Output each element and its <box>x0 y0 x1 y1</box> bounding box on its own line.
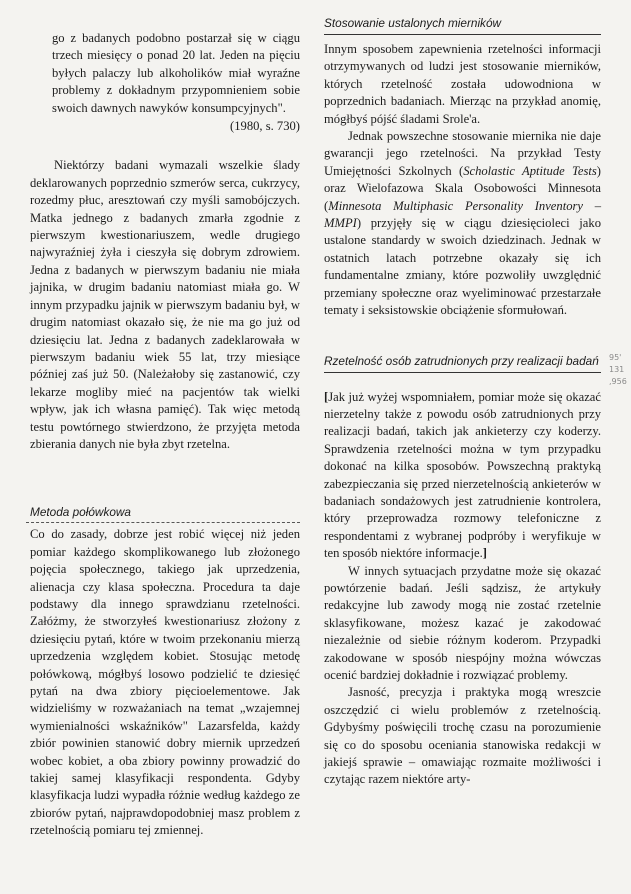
block-quote <box>30 30 300 135</box>
paragraph-interviewers <box>324 389 601 563</box>
standard-tests-text-3: ) przyjęły się w ciągu dziesięcioleci jako ustalone standardy w swoich dziedzinach. Jednak w ostatnich latach potrzebne okazały się ich fundamentalne zmiany, które pozwoliły uwzględnić przemiany społeczne oraz wyeliminować przestarzałe tematy i seksistowskie obciążenie sformułowań. <box>324 216 601 318</box>
bracket-close-mark: ] <box>482 546 487 561</box>
section-heading-established-measures: Stosowanie ustalonych mierników <box>324 16 601 35</box>
paragraph-repeated-test: Niektórzy badani wymazali wszelkie ślady deklarowanych poprzednio szmerów serca, cukrzycy, rozedmy płuc, aresztowań czy myśli samobójczych. Matka jednego z badanych zmarła zgodnie z pierwszym kwestionariuszem, wedle drugiego najwyraźniej żyła i cieszyła się dobrym zdrowiem. Jedna z badanych w pierwszym badaniu nie miała jajnika, w drugim badaniu natomiast miała go. W innym przypadku jajnik w pierwszym badaniu był, w drugim natomiast okazało się, że nie ma go już od dziesięciu lat. Jedna z badanych zadeklarowała w pierwszym badaniu wiek 55 lat, trzy miesiące później zaś już 50. (Należałoby się zastanowić, czy lekarze mogliby mieć na pacjentów tak wielki wpływ, jak ich własna pamięć). Tak więc metodą testu powtórnego stwierdzono, że przyjęta metoda zbierania danych nie była zbyt rzetelna. <box>30 158 300 451</box>
left-column <box>30 0 300 840</box>
section-heading-research-workers: Rzetelność osób zatrudnionych przy realizacji badań <box>324 354 601 373</box>
paragraph-replication: W innych sytuacjach przydatne może się okazać powtórzenie badań. Jeśli sądzisz, że artykuły redakcyjne lub zawody mogą nie zostać rzetelnie sklasyfikowane, możesz kazać je zakodować niezależnie od siebie różnym koderom. Przypadki zakodowane w sposób niespójny można wówczas ocenić bardziej dokładnie i rozwiązać problemy. <box>324 563 601 682</box>
paragraph-clarity: Jasność, precyzja i praktyka mogą wreszcie oszczędzić ci wielu problemów z rzetelnością. Gdybyśmy poświęcili trochę czasu na porozumienie się co do sposobu oceniania stanowiska redakcji w jakiejś sprawie – omawiając rozmaite możliwości i czytając razem niektóre arty- <box>324 685 601 787</box>
sat-title: Scholastic Aptitude Tests <box>463 163 597 178</box>
standard-tests-text-2: ) oraz Wielofazowa Skala Osobowości Minnesota ( <box>324 163 601 213</box>
right-column <box>324 0 601 789</box>
paragraph-established-measures: Innym sposobem zapewnienia rzetelności informacji otrzymywanych od ludzi jest stosowanie mierników, których rzetelność została udowodniona w poprzednich badaniach. Mierząc na przykład anomię, mógłbyś pójść śladami Srole'a. <box>324 42 601 126</box>
margin-mark: 95' <box>609 353 622 362</box>
margin-marks <box>609 352 627 388</box>
paragraph-split-half-part-2: Stosując metodę połówkową, mógłbyś losowo podzielić te dziesięć pytań na dwa zbiory pięcioelementowe. Jak widzieliśmy w rozważaniach na temat „wzajemnej wymienialności wskaźników" Lazarsfelda, każdy zbiór powinien stanowić dobry miernik uprzedzeń wobec kobiet, a oba zbiory powinny prowadzić do takiej samej klasyfikacji respondenta. Gdyby klasyfikacja ludzi wypadła różnie według każdego ze zbiorów pytań, najprawdopodobniej masz problem z rzetelnością pomiaru tej zmiennej. <box>30 649 300 838</box>
quote-citation: (1980, s. 730) <box>230 119 300 134</box>
quote-text: go z badanych podobno postarzał się w ciągu trzech miesięcy o ponad 20 lat. Jeden na pięciu byłych palaczy lub alkoholików miał wyraźne problemy z dokładnym przypomnieniem sobie swoich dawnych nawyków konsumpcyjnych". <box>52 31 300 115</box>
interviewers-text: Jak już wyżej wspomniałem, pomiar może się okazać nierzetelny także z powodu osób zatrudnionych przy realizacji badań, takich jak ankieterzy czy koderzy. Sprawdzenia rzetelności można w tym przypadku dokonać na kilka sposobów. Powszechną praktyką zabezpieczania się przed nierzetelnością ankieterów w badaniach sondażowych jest zatrudnienie kontrolera, który przeprowadza rozmowy telefoniczne z respondentami z wybranej podpróby i weryfikuje w ten sposób niektóre informacje. <box>324 389 601 561</box>
margin-mark: 131 <box>609 365 625 374</box>
paragraph-split-half <box>30 526 300 839</box>
bracket-open-mark: [ <box>324 389 329 404</box>
paragraph-split-half-part-1: Co do zasady, dobrze jest robić więcej niż jeden pomiar każdego skomplikowanego lub złożonego pojęcia społecznego, takiego jak uprzedzenia, alienacja czy klasa społeczna. Procedura ta daje podstawy dla innego sprawdzianu rzetelności. Załóżmy, że stworzyłeś kwestionariusz złożony z dziesięciu pytań, które w twoim przekonaniu mierzą uprzedzenia względem kobiet. <box>30 527 300 664</box>
heading-rule <box>30 520 300 526</box>
section-heading-split-half: Metoda połówkowa <box>30 505 131 520</box>
mmpi-title: Minnesota Multiphasic Personality Inventory – MMPI <box>324 198 601 231</box>
margin-mark: ,956 <box>609 377 627 386</box>
paragraph-standard-tests <box>324 128 601 319</box>
standard-tests-text-1: Jednak powszechne stosowanie miernika nie daje gwarancji jego rzetelności. Na przykład Testy Umiejętności Szkolnych ( <box>324 129 601 178</box>
